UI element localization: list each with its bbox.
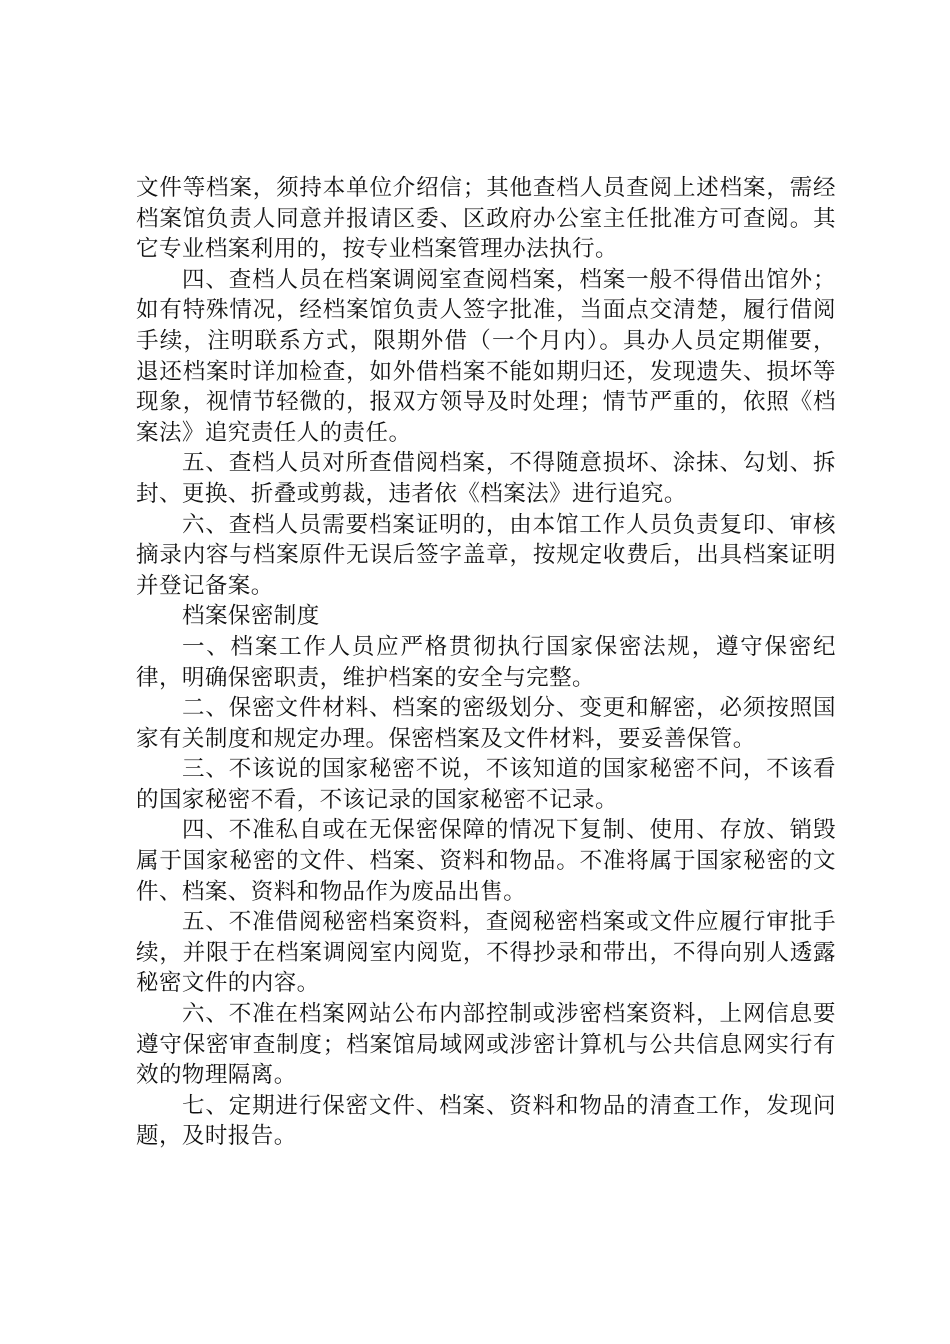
paragraph-continuation: 文件等档案，须持本单位介绍信；其他查档人员查阅上述档案，需经档案馆负责人同意并报请区委、区政府办公室主任批准方可查阅。其它专业档案利用的，按专业档案管理办法执行。 <box>136 175 836 263</box>
paragraph-secrecy-1: 一、档案工作人员应严格贯彻执行国家保密法规，遵守保密纪律，明确保密职责，维护档案的安全与完整。 <box>136 633 836 691</box>
paragraph-secrecy-5: 五、不准借阅秘密档案资料，查阅秘密档案或文件应履行审批手续，并限于在档案调阅室内阅览，不得抄录和带出，不得向别人透露秘密文件的内容。 <box>136 909 836 997</box>
paragraph-rule-4: 四、查档人员在档案调阅室查阅档案，档案一般不得借出馆外；如有特殊情况，经档案馆负责人签字批准，当面点交清楚，履行借阅手续，注明联系方式，限期外借（一个月内）。具办人员定期催要，退还档案时详加检查，如外借档案不能如期归还，发现遗失、损坏等现象，视情节轻微的，报双方领导及时处理；情节严重的，依照《档案法》追究责任人的责任。 <box>136 266 836 446</box>
document-body <box>136 173 836 1152</box>
section-heading: 档案保密制度 <box>182 603 320 630</box>
paragraph-secrecy-2: 二、保密文件材料、档案的密级划分、变更和解密，必须按照国家有关制度和规定办理。保密档案及文件材料，要妥善保管。 <box>136 695 836 752</box>
paragraph-secrecy-4: 四、不准私自或在无保密保障的情况下复制、使用、存放、销毁属于国家秘密的文件、档案、资料和物品。不准将属于国家秘密的文件、档案、资料和物品作为废品出售。 <box>136 817 836 905</box>
paragraph-secrecy-3: 三、不该说的国家秘密不说，不该知道的国家秘密不问，不该看的国家秘密不看，不该记录的国家秘密不记录。 <box>136 756 836 813</box>
paragraph-secrecy-6: 六、不准在档案网站公布内部控制或涉密档案资料，上网信息要遵守保密审查制度；档案馆局域网或涉密计算机与公共信息网实行有效的物理隔离。 <box>136 1001 836 1089</box>
paragraph-rule-5: 五、查档人员对所查借阅档案，不得随意损坏、涂抹、勾划、拆封、更换、折叠或剪裁，违者依《档案法》进行追究。 <box>136 450 836 507</box>
paragraph-secrecy-7: 七、定期进行保密文件、档案、资料和物品的清查工作，发现问题，及时报告。 <box>136 1092 836 1150</box>
paragraph-rule-6: 六、查档人员需要档案证明的，由本馆工作人员负责复印、审核摘录内容与档案原件无误后签字盖章，按规定收费后，出具档案证明并登记备案。 <box>136 511 836 599</box>
